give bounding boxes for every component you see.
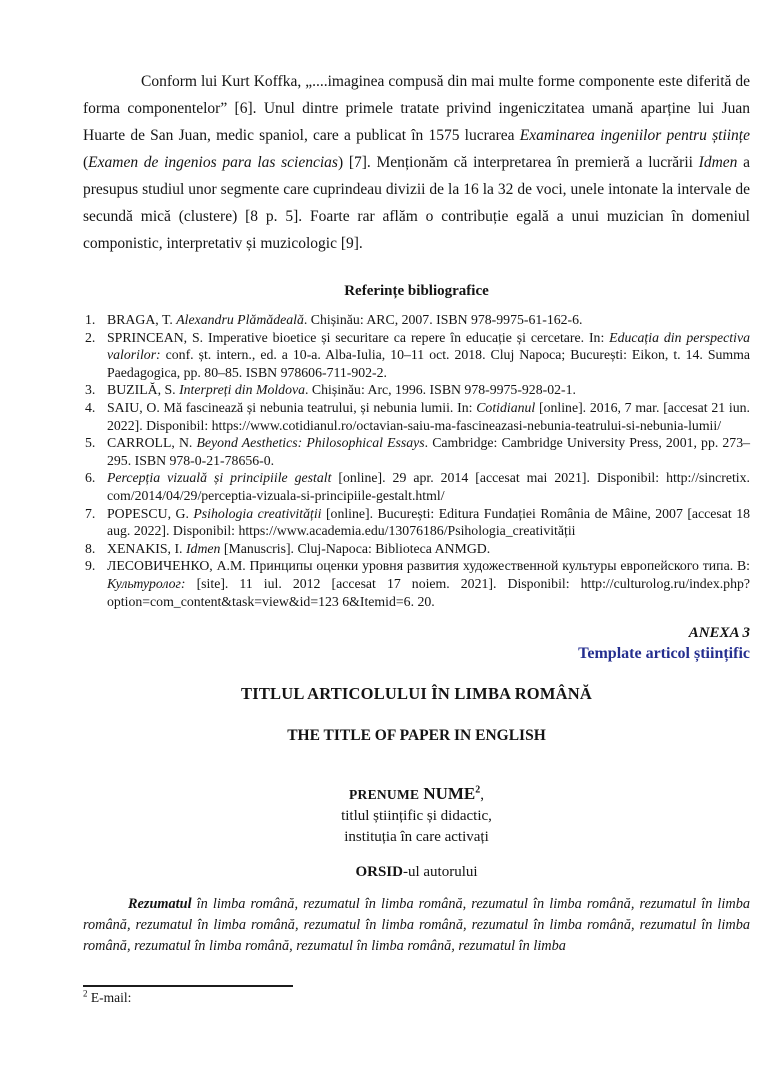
reference-number: 8.	[85, 540, 96, 556]
author-name-comma: ,	[480, 787, 485, 804]
reference-item	[83, 469, 750, 504]
footnote-marker: 2	[83, 988, 88, 999]
footnote	[83, 990, 750, 1006]
orcid-line	[83, 864, 750, 881]
article-title-ro: TITLUL ARTICOLULUI ÎN LIMBA ROMÂNĂ	[241, 684, 592, 704]
author-footnote-marker: 2	[475, 784, 481, 796]
author-name-line	[83, 783, 750, 806]
annex-label: ANEXA 3	[688, 625, 750, 642]
footnote-separator	[83, 985, 293, 987]
reference-item	[83, 557, 750, 610]
footnote-text: E-mail:	[87, 990, 132, 1005]
reference-item	[83, 311, 750, 329]
reference-number: 3.	[85, 382, 96, 398]
reference-text: SAIU, O. Mă fascinează și nebunia teatrului, și nebunia lumii. In: Cotidianul [online]. 2016, 7 mar. [accesat 21 iun. 2022]. Disponibil: https://www.cotidianul.ro/octavian-saiu-ma-fascineazasi-nebunia-teatrului-si-nebunia-lumii/	[107, 399, 750, 433]
footnote-area	[83, 985, 750, 1006]
reference-item	[83, 434, 750, 469]
reference-number: 6.	[85, 470, 96, 486]
author-institution-line: instituția în care activați	[344, 829, 489, 846]
reference-text: SPRINCEAN, S. Imperative bioetice și securitare ca repere în educație și cercetare. In: Educația din perspectiva valorilor: conf. șt. intern., ed. a 10-a. Alba-Iulia, 10–11 oct. 2018. Cluj Napoca; București: Eikon, t. 14. Summa Paedagogica, pp. 80–85. ISBN 978606-711-902-2.	[107, 329, 750, 380]
orcid-label: ORSID	[355, 864, 403, 881]
author-title-line: titlul științific și didactic,	[341, 808, 492, 825]
reference-text: POPESCU, G. Psihologia creativității [online]. București: Editura Fundației România de Mâine, 2007 [accesat 18 aug. 2022]. Disponibil: https://www.academia.edu/13076186/Psihologia_creativității	[107, 505, 750, 539]
reference-item	[83, 329, 750, 382]
author-first-name: PRENUME	[348, 787, 420, 803]
reference-text: XENAKIS, I. Idmen [Manuscris]. Cluj-Napoca: Biblioteca ANMGD.	[107, 540, 491, 556]
reference-text: BRAGA, T. Alexandru Plămădeală. Chișinău: ARC, 2007. ISBN 978-9975-61-162-6.	[107, 312, 583, 327]
reference-number: 5.	[85, 435, 96, 451]
orcid-rest: -ul autorului	[402, 864, 478, 881]
reference-item	[83, 505, 750, 540]
reference-text: ЛЕСОВИЧЕНКО, А.М. Принципы оценки уровня развития художественной культуры европейского типа. В: Культуролог: [site]. 11 iul. 2012 [accesat 17 noiem. 2021]. Disponibil: http://culturolog.ru/index.php?option=com_content&task=view&id=123 6&Itemid=6. 20.	[107, 558, 750, 609]
reference-number: 1.	[85, 312, 96, 327]
reference-text: BUZILĂ, S. Interpreți din Moldova. Chișinău: Arc, 1996. ISBN 978-9975-928-02-1.	[107, 382, 576, 398]
reference-text: CARROLL, N. Beyond Aesthetics: Philosophical Essays. Cambridge: Cambridge University Press, 2001, pp. 273–295. ISBN 978-0-21-78656-0.	[107, 435, 751, 468]
abstract-paragraph: Rezumatul în limba română, rezumatul în limba română, rezumatul în limba română, rezumatul în limba română, rezumatul în limba română, rezumatul în limba română, rezumatul în limba română, rezumatul în limba română, rezumatul în limba română, rezumatul în limba română, rezumatul în limba	[83, 896, 750, 955]
author-last-name: NUME	[423, 784, 476, 804]
annex-subtitle: Template articol științific	[578, 645, 750, 663]
article-title-en: THE TITLE OF PAPER IN ENGLISH	[287, 727, 546, 745]
page-content	[83, 0, 750, 957]
references-list	[83, 311, 750, 610]
author-block	[83, 783, 750, 848]
reference-number: 9.	[85, 558, 96, 574]
reference-number: 4.	[85, 399, 96, 415]
intro-paragraph: Conform lui Kurt Koffka, „....imaginea compusă din mai multe forme componente este diferită de forma componentelor” [6]. Unul dintre primele tratate privind ingeniczitatea umană aparține lui Juan Huarte de San Juan, medic spaniol, care a publicat în 1575 lucrarea Examinarea ingeniilor pentru științe (Examen de ingenios para las sciencias) [7]. Menționăm că interpretarea în premieră a lucrării Idmen a presupus studiul unor segmente care cuprindeau divizii de la 16 la 32 de voci, unele intonate la intervale de secundă mică (clustere) [8 p. 5]. Foarte rar aflăm o contribuție egală a unui muzician în domeniul componistic, interpretativ și muzicologic [9].	[83, 73, 751, 252]
reference-text: Percepția vizuală și principiile gestalt [online]. 29 apr. 2014 [accesat mai 2021]. Disponibil: http://sincretix. com/2014/04/29/perceptia-vizuala-si-principiile-gestalt.html/	[107, 470, 750, 503]
references-heading: Referințe bibliografice	[344, 283, 489, 299]
reference-number: 2.	[85, 329, 96, 345]
reference-item	[83, 540, 750, 558]
reference-item	[83, 399, 750, 434]
reference-number: 7.	[85, 505, 96, 521]
reference-item	[83, 381, 750, 399]
